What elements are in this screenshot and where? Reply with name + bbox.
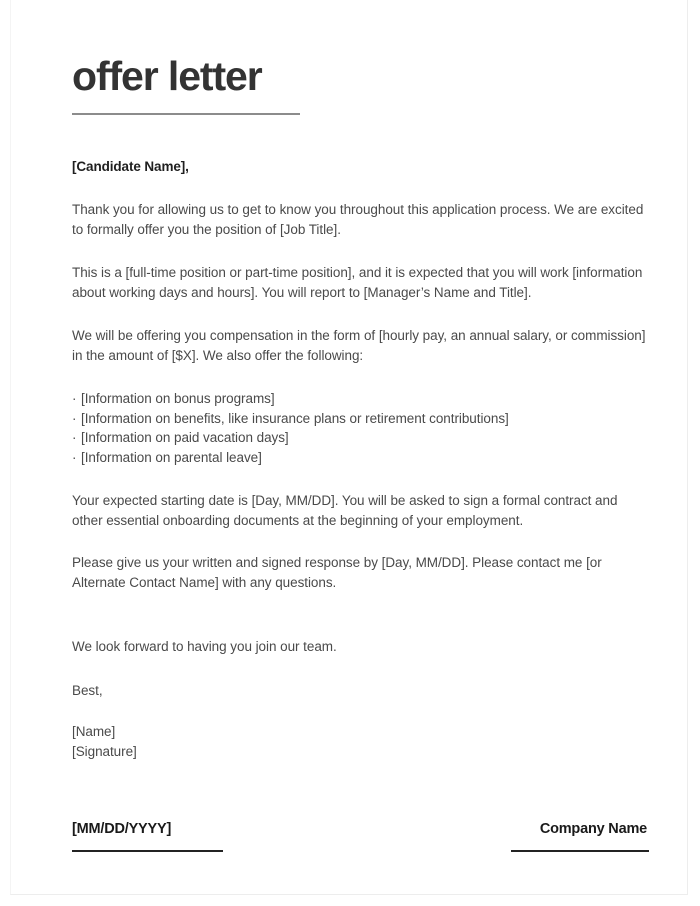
date-signature-field[interactable] [72, 820, 223, 852]
list-item-label: [Information on benefits, like insurance plans or retirement contributions] [81, 410, 509, 426]
bullet-marker-icon: · [72, 430, 77, 445]
page-title: offer letter [72, 53, 262, 99]
closing-salutation: Best, [72, 682, 103, 698]
signature-name: [Name] [72, 724, 116, 739]
date-signature-rule [72, 850, 223, 852]
paragraph-compensation: We will be offering you compensation in the form of [hourly pay, an annual salary, or commission] in the amount of [$X]. We also offer the following: [72, 328, 646, 363]
paragraph-response-deadline: Please give us your written and signed response by [Day, MM/DD]. Please contact me [or Alternate Contact Name] with any questions. [72, 555, 602, 590]
list-item-label: [Information on paid vacation days] [81, 430, 289, 445]
signature-block [72, 700, 652, 761]
benefits-list [72, 365, 652, 467]
date-field-label: [MM/DD/YYYY] [72, 821, 172, 837]
company-signature-rule [511, 850, 649, 852]
letter-content [72, 0, 652, 761]
list-item [72, 448, 652, 468]
list-item-label: [Information on parental leave] [81, 449, 262, 465]
list-item [72, 409, 652, 429]
bullet-marker-icon: · [72, 410, 77, 426]
signature-footer [72, 820, 649, 852]
bullet-marker-icon: · [72, 391, 77, 406]
salutation: [Candidate Name], [72, 159, 189, 174]
signature-mark: [Signature] [72, 743, 137, 759]
company-field-label: Company Name [539, 821, 647, 837]
paragraph-intro: Thank you for allowing us to get to know you throughout this application process. We are excited to formally offer you the position of [Job Title]. [72, 202, 644, 237]
list-item-label: [Information on bonus programs] [81, 391, 275, 406]
bullet-marker-icon: · [72, 449, 77, 465]
list-item [72, 389, 652, 409]
paragraph-position-details: This is a [full-time position or part-time position], and it is expected that you will work [information about working days and hours]. You will report to [Manager’s Name and Title]. [72, 265, 643, 300]
paragraph-closing-remark: We look forward to having you join our team. [72, 639, 337, 654]
list-item [72, 428, 652, 448]
company-signature-field[interactable] [511, 820, 649, 852]
page-sheet [10, 0, 688, 895]
paragraph-start-date: Your expected starting date is [Day, MM/DD]. You will be asked to sign a formal contract and other essential onboarding documents at the beginning of your employment. [72, 493, 618, 528]
